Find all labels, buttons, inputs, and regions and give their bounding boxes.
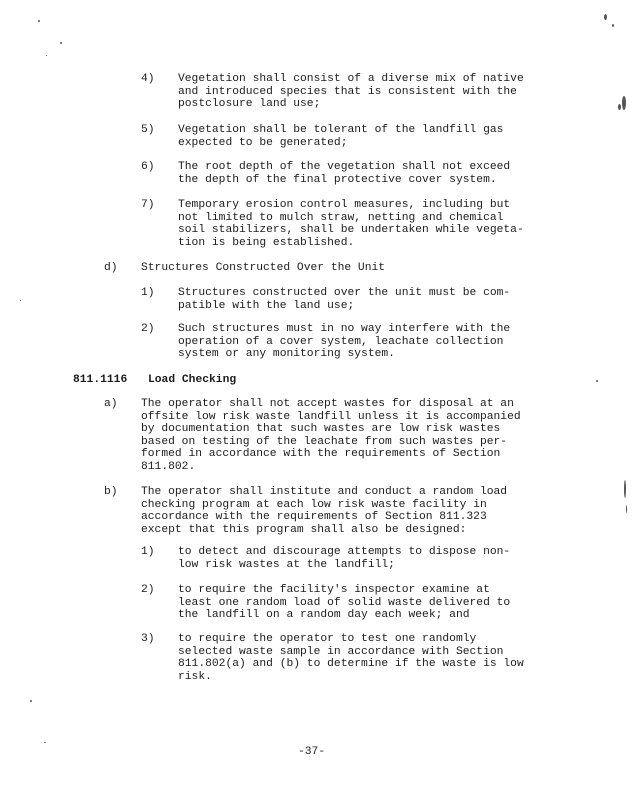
item-text: to require the facility's inspector examine at least one random load of solid waste delivered to the landfill on a random day each week; and <box>178 584 511 622</box>
item-text: to require the operator to test one randomly selected waste sample in accordance with Section 811.802(a) and (b) to determine if the waste is low risk. <box>178 633 524 683</box>
item-text: Vegetation shall be tolerant of the landfill gas expected to be generated; <box>178 124 504 149</box>
scan-speck <box>624 480 626 498</box>
scan-speck <box>622 96 626 110</box>
scan-speck <box>20 300 21 301</box>
item-text: Vegetation shall consist of a diverse mix of native and introduced species that is consistent with the postclosure land use; <box>178 73 524 111</box>
item-text: Such structures must in no way interfere with the operation of a cover system, leachate collection system or any monitoring system. <box>178 323 511 361</box>
item-text: Structures Constructed Over the Unit <box>141 262 386 274</box>
section-title: Load Checking <box>148 374 237 386</box>
item-label: 2) <box>141 323 155 335</box>
item-label: 1) <box>141 546 155 558</box>
item-label: 3) <box>141 633 155 645</box>
scan-speck <box>60 42 62 44</box>
scan-speck <box>38 20 40 22</box>
item-label: b) <box>104 486 118 498</box>
item-label: d) <box>104 262 118 274</box>
item-text: The operator shall institute and conduct a random load checking program at each low risk waste facility in accordance with the requirements of Section 811.323 except that this program shall also be designed: <box>141 486 508 536</box>
scan-speck <box>618 104 621 110</box>
scan-speck <box>604 14 607 20</box>
item-text: to detect and discourage attempts to dispose non- low risk wastes at the landfill; <box>178 546 511 571</box>
item-label: 1) <box>141 287 155 299</box>
section-number: 811.1116 <box>73 374 128 386</box>
scan-speck <box>596 380 598 382</box>
scan-speck <box>30 700 32 702</box>
item-text: Temporary erosion control measures, including but not limited to mulch straw, netting and chemical soil stabilizers, shall be undertaken while vegeta- tion is being established. <box>178 199 524 249</box>
item-label: 2) <box>141 584 155 596</box>
item-text: The root depth of the vegetation shall not exceed the depth of the final protective cover system. <box>178 161 511 186</box>
scan-speck <box>44 742 46 743</box>
item-label: a) <box>104 398 118 410</box>
scan-speck <box>46 55 47 56</box>
page-number: -37- <box>298 746 326 758</box>
item-label: 5) <box>141 124 155 136</box>
item-label: 4) <box>141 73 155 85</box>
scan-speck <box>612 24 614 27</box>
item-label: 7) <box>141 199 155 211</box>
item-text: The operator shall not accept wastes for disposal at an offsite low risk waste landfill unless it is accompanied by documentation that such wastes are low risk wastes based on testing of the leachate from such wastes per- formed in accordance with the requirements of Section 811.802. <box>141 398 521 473</box>
item-text: Structures constructed over the unit must be com- patible with the land use; <box>178 287 511 312</box>
scan-speck <box>626 505 627 513</box>
item-label: 6) <box>141 161 155 173</box>
